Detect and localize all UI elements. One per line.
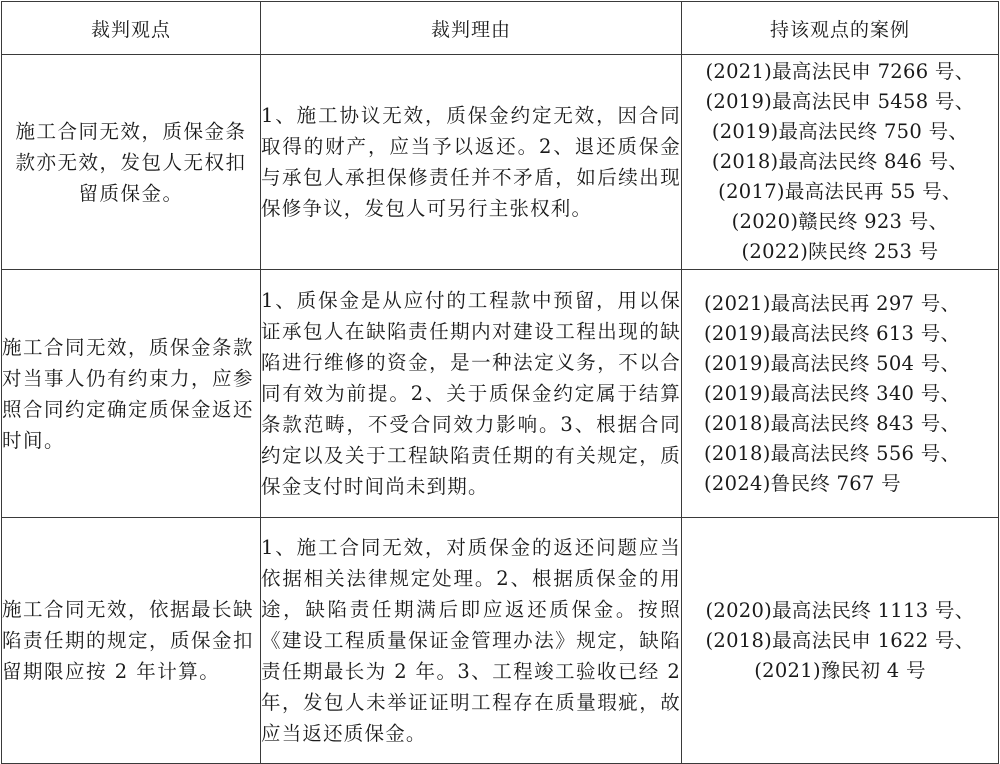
case-citation: (2021)豫民初 4 号 — [754, 658, 926, 682]
case-citation: (2019)最高法民终 750 号、 — [711, 120, 969, 143]
cases-cell — [682, 518, 999, 764]
header-cases: 持该观点的案例 — [682, 2, 999, 55]
case-citation: (2021)最高法民再 297 号、 — [704, 291, 961, 315]
case-citation: (2019)最高法民终 340 号、 — [704, 381, 961, 405]
case-citation: (2021)最高法民申 7266 号、 — [705, 60, 975, 83]
reason-cell: 1、施工协议无效，质保金约定无效，因合同取得的财产，应当予以返还。2、退还质保金与承包人承担保修责任并不矛盾，如后续出现保修争议，发包人可另行主张权利。 — [261, 55, 682, 270]
viewpoint-cell: 施工合同无效，质保金条款亦无效，发包人无权扣留质保金。 — [2, 55, 261, 270]
reason-cell: 1、质保金是从应付的工程款中预留，用以保证承包人在缺陷责任期内对建设工程出现的缺陷进行维修的资金，是一种法定义务，不以合同有效为前提。2、关于质保金约定属于结算条款范畴，不受合同效力影响。3、根据合同约定以及关于工程缺陷责任期的有关规定，质保金支付时间尚未到期。 — [261, 270, 682, 518]
case-citation: (2018)最高法民终 843 号、 — [704, 411, 961, 435]
case-citation: (2019)最高法民终 504 号、 — [704, 351, 961, 375]
case-citation: (2019)最高法民终 613 号、 — [704, 321, 961, 345]
viewpoint-cell: 施工合同无效，依据最长缺陷责任期的规定，质保金扣留期限应按 2 年计算。 — [2, 518, 261, 764]
case-citation: (2024)鲁民终 767 号 — [704, 471, 901, 495]
case-citation: (2018)最高法民申 1622 号、 — [705, 628, 975, 652]
case-citation: (2018)最高法民终 556 号、 — [704, 441, 961, 465]
table-row — [2, 518, 999, 764]
cases-cell — [682, 55, 999, 270]
header-reason: 裁判理由 — [261, 2, 682, 55]
reason-cell: 1、施工合同无效，对质保金的返还问题应当依据相关法律规定处理。2、根据质保金的用途，缺陷责任期满后即应返还质保金。按照《建设工程质量保证金管理办法》规定，缺陷责任期最长为 2 年。3、工程竣工验收已经 2 年，发包人未举证证明工程存在质量瑕疵，故应当返还质保金。 — [261, 518, 682, 764]
case-citation: (2018)最高法民终 846 号、 — [711, 150, 969, 173]
viewpoint-cell: 施工合同无效，质保金条款对当事人仍有约束力，应参照合同约定确定质保金返还时间。 — [2, 270, 261, 518]
case-citation: (2020)最高法民终 1113 号、 — [705, 598, 975, 622]
table-row — [2, 270, 999, 518]
table-row — [2, 55, 999, 270]
case-citation: (2022)陕民终 253 号 — [741, 240, 939, 263]
case-citation: (2020)赣民终 923 号、 — [731, 210, 949, 233]
header-viewpoint: 裁判观点 — [2, 2, 261, 55]
cases-cell — [682, 270, 999, 518]
case-citation: (2017)最高法民再 55 号、 — [718, 180, 962, 203]
case-citation: (2019)最高法民申 5458 号、 — [705, 90, 975, 113]
header-row — [2, 2, 999, 55]
judgment-table — [1, 1, 999, 764]
